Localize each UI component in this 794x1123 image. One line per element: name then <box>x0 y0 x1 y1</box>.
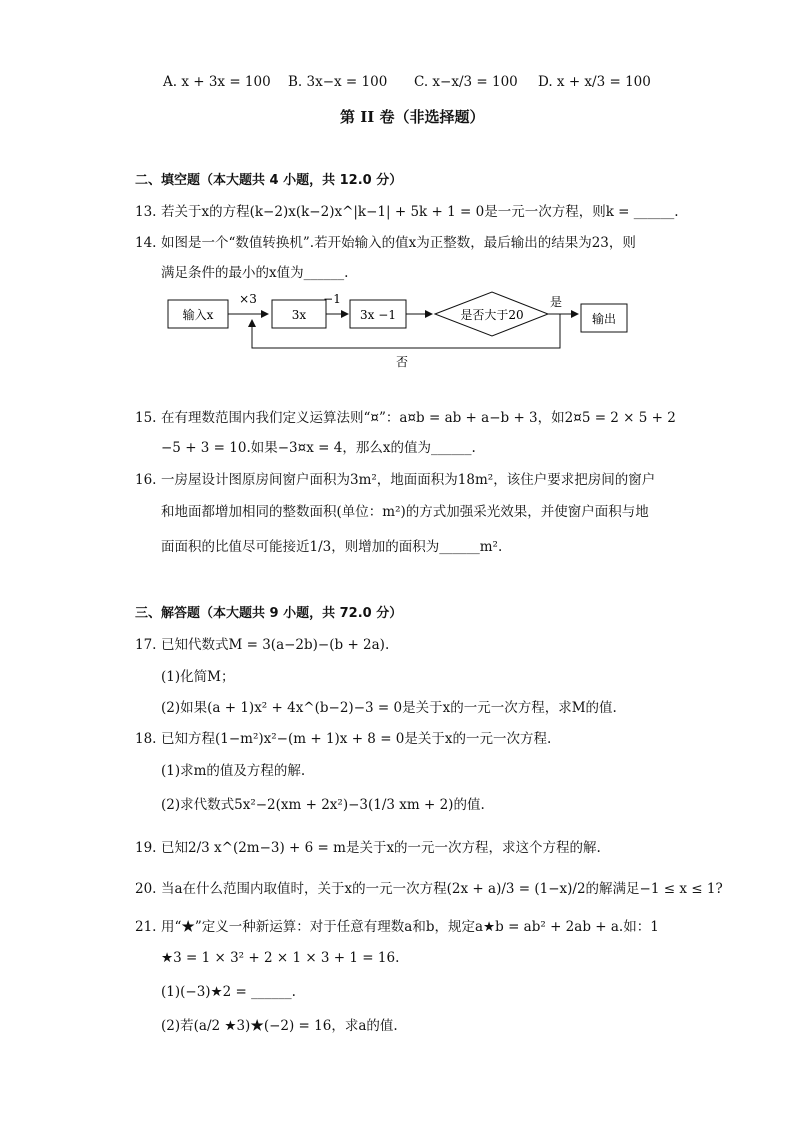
section-fill-blank-heading: 二、填空题（本大题共 4 小题，共 12.0 分） <box>135 173 403 188</box>
flow-output-label: 输出 <box>591 312 617 326</box>
q15-line2: −5 + 3 = 10.如果−3¤x = 4，那么x的值为______. <box>161 440 476 456</box>
q16-number: 16. <box>135 472 157 488</box>
q19-text: 已知2/3 x^(2m−3) + 6 = m是关于x的一元一次方程，求这个方程的解. <box>161 840 601 856</box>
flow-yes-label: 是 <box>549 295 563 309</box>
q14-line2: 满足条件的最小的x值为______. <box>161 265 349 281</box>
option-a: A. x + 3x = 100 <box>163 74 271 90</box>
flow-3xm1-label: 3x −1 <box>360 308 396 322</box>
q16-line3: 面面积的比值尽可能接近1/3，则增加的面积为______m². <box>161 539 503 555</box>
q17-line3: (2)如果(a + 1)x² + 4x^(b−2)−3 = 0是关于x的一元一次方程，求M的值. <box>161 700 617 716</box>
flow-no-label: 否 <box>395 355 409 369</box>
q18-line2: (1)求m的值及方程的解. <box>161 763 306 779</box>
q21-line2: ★3 = 1 × 3² + 2 × 1 × 3 + 1 = 16. <box>161 950 400 966</box>
flow-decision-label: 是否大于20 <box>460 308 524 322</box>
q15-line1: 在有理数范围内我们定义运算法则“¤”：a¤b = ab + a−b + 3，如2¤5 = 2 × 5 + 2 <box>161 410 676 426</box>
section-solve-heading: 三、解答题（本大题共 9 小题，共 72.0 分） <box>135 606 403 621</box>
q15-number: 15. <box>135 410 157 426</box>
q13-number: 13. <box>135 204 157 220</box>
q21-line4: (2)若(a/2 ★3)★(−2) = 16，求a的值. <box>161 1018 398 1034</box>
q14-line1: 如图是一个“数值转换机”.若开始输入的值x为正整数，最后输出的结果为23，则 <box>161 235 636 251</box>
q17-line1: 已知代数式M = 3(a−2b)−(b + 2a). <box>161 637 390 653</box>
number-converter-flowchart <box>160 288 640 374</box>
flow-3x-label: 3x <box>291 308 307 322</box>
option-d: D. x + x/3 = 100 <box>538 74 651 90</box>
q17-line2: (1)化简M； <box>161 669 235 685</box>
q13-text: 若关于x的方程(k−2)x(k−2)x^|k−1| + 5k + 1 = 0是一元一次方程，则k = ______. <box>161 204 679 220</box>
q18-line3: (2)求代数式5x²−2(xm + 2x²)−3(1/3 xm + 2)的值. <box>161 797 485 813</box>
q16-line1: 一房屋设计图原房间窗户面积为3m²，地面面积为18m²，该住户要求把房间的窗户 <box>161 472 656 488</box>
q18-line1: 已知方程(1−m²)x²−(m + 1)x + 8 = 0是关于x的一元一次方程. <box>161 731 552 747</box>
q21-line1: 用“★”定义一种新运算：对于任意有理数a和b，规定a★b = ab² + 2ab + a.如：1 <box>161 919 659 935</box>
option-b: B. 3x−x = 100 <box>288 74 388 90</box>
flow-minus1-label: −1 <box>323 292 341 306</box>
q21-number: 21. <box>135 919 157 935</box>
flow-times3-label: ×3 <box>239 292 257 306</box>
q19-number: 19. <box>135 840 157 856</box>
q17-number: 17. <box>135 637 157 653</box>
q20-text: 当a在什么范围内取值时，关于x的一元一次方程(2x + a)/3 = (1−x)/2的解满足−1 ≤ x ≤ 1? <box>161 881 723 897</box>
q20-number: 20. <box>135 881 157 897</box>
q21-line3: (1)(−3)★2 = ______. <box>161 984 296 1000</box>
flow-input-label: 输入x <box>182 308 214 322</box>
option-c: C. x−x/3 = 100 <box>414 74 518 90</box>
part-title: 第 II 卷（非选择题） <box>340 108 485 126</box>
q14-number: 14. <box>135 235 157 251</box>
q18-number: 18. <box>135 731 157 747</box>
q16-line2: 和地面都增加相同的整数面积(单位：m²)的方式加强采光效果，并使窗户面积与地 <box>161 504 649 520</box>
